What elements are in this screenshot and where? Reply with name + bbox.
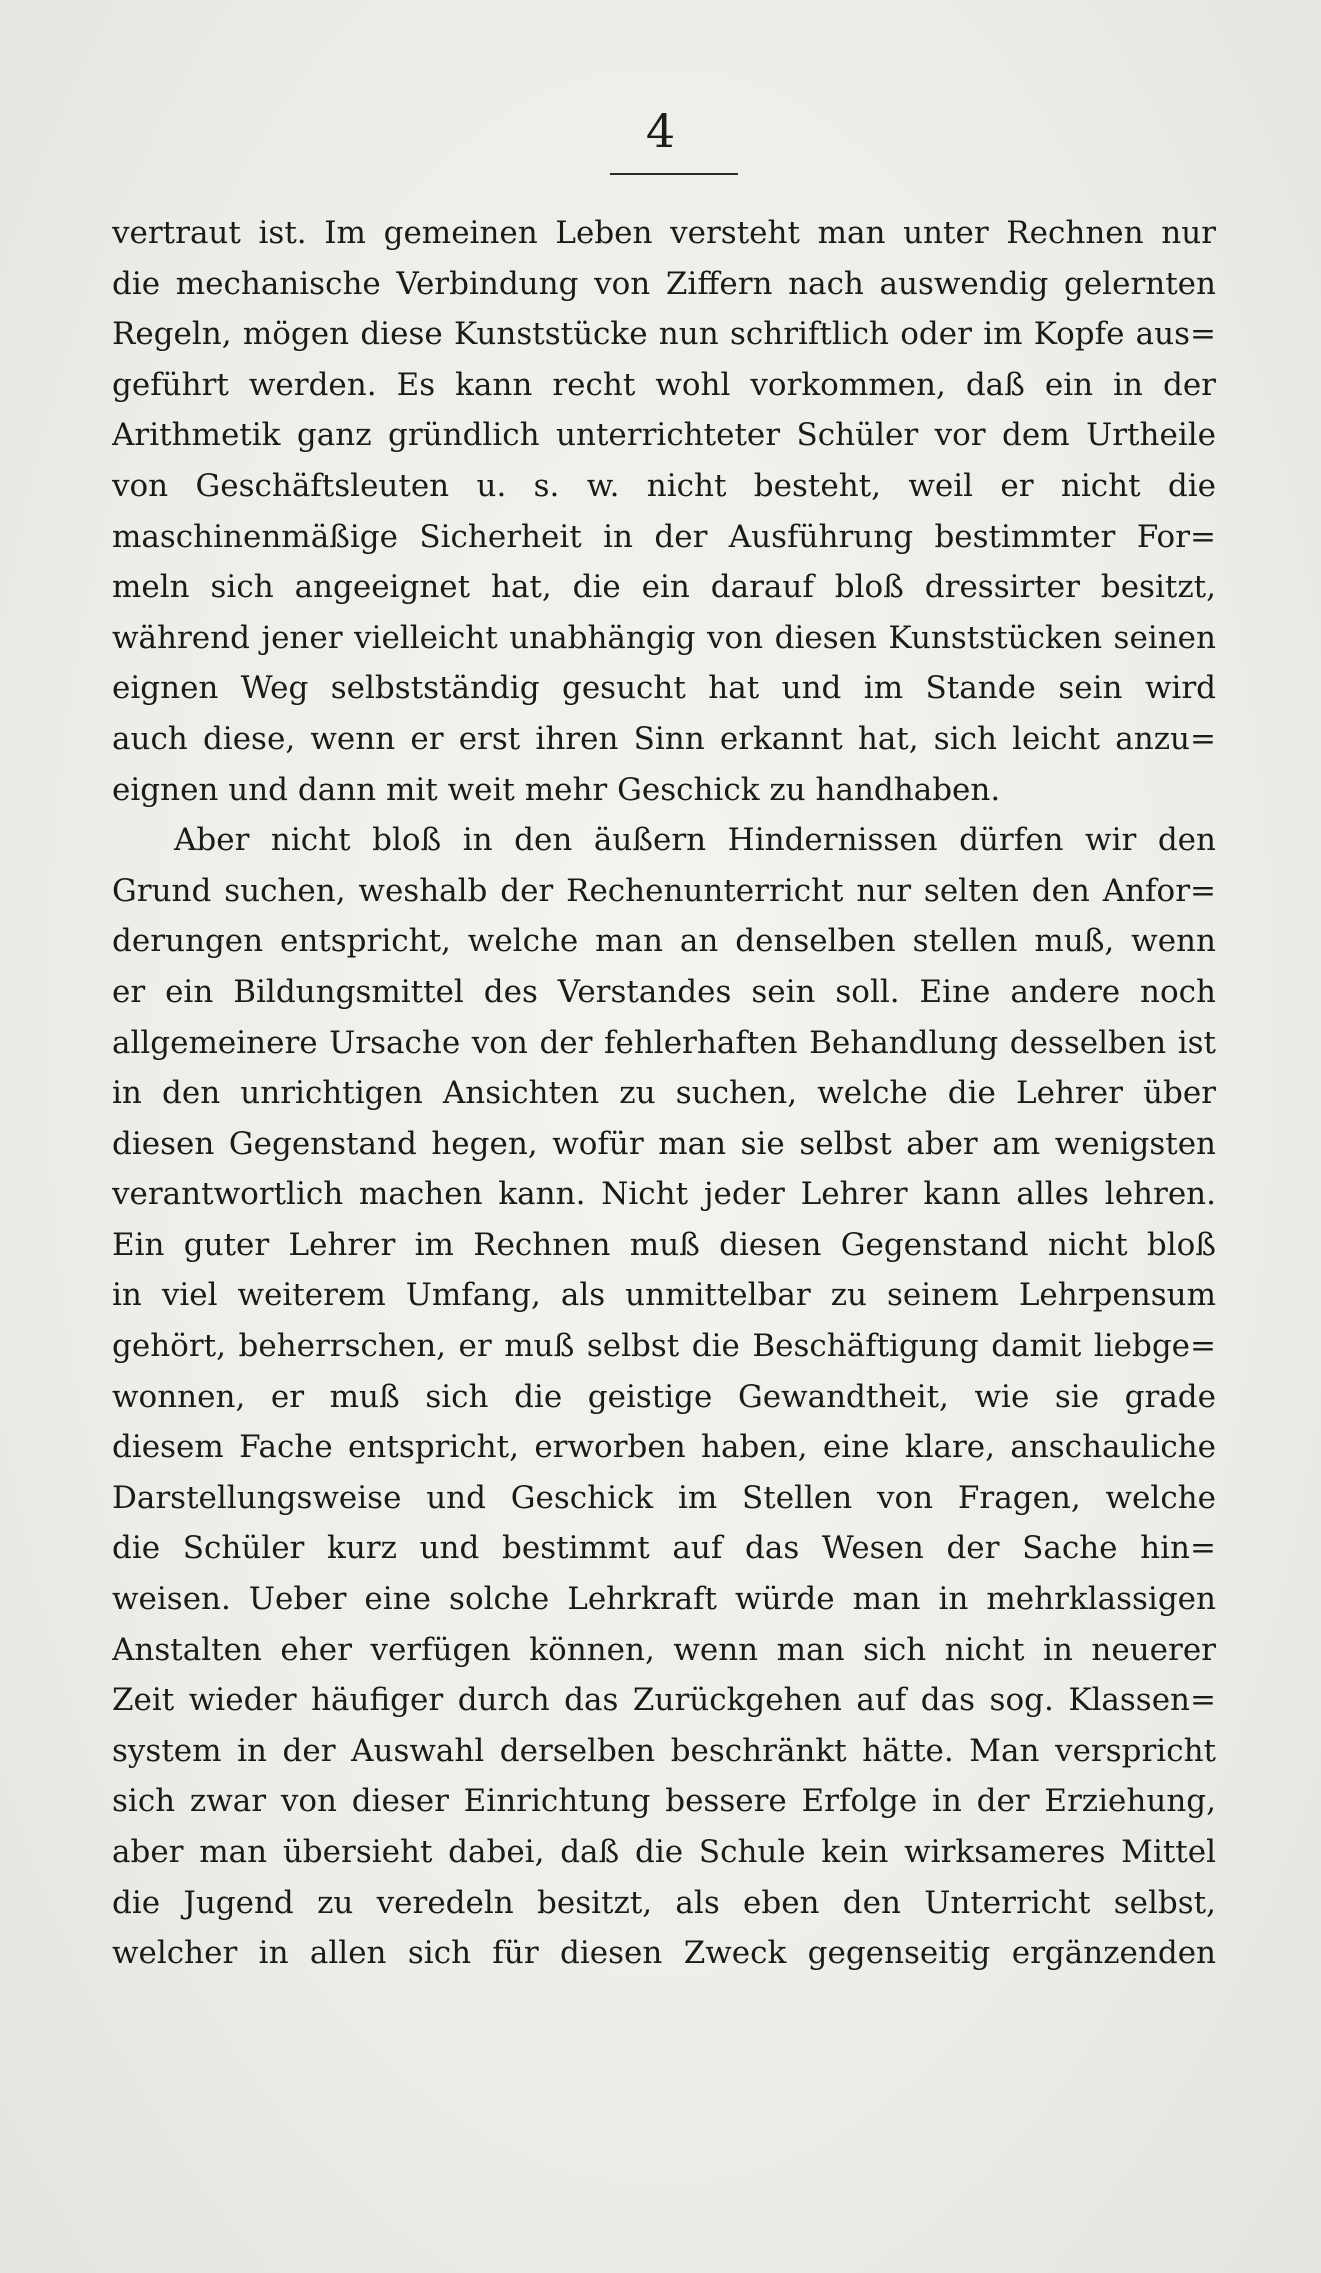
text-line: die mechanische Verbindung von Ziffern nach auswendig gelernten <box>112 265 1216 302</box>
text-line: in den unrichtigen Ansichten zu suchen, welche die Lehrer über <box>112 1075 1216 1112</box>
text-line: er ein Bildungsmittel des Verstandes sein soll. Eine andere noch <box>112 973 1216 1010</box>
text-line: Anstalten eher verfügen können, wenn man sich nicht in neuerer <box>112 1631 1216 1668</box>
text-line: in viel weiterem Umfang, als unmittelbar zu seinem Lehrpensum <box>112 1277 1216 1314</box>
text-line: gehört, beherrschen, er muß selbst die Beschäftigung damit liebge= <box>112 1328 1216 1365</box>
text-line: auch diese, wenn er erst ihren Sinn erkannt hat, sich leicht anzu= <box>112 720 1216 757</box>
text-line: weisen. Ueber eine solche Lehrkraft würde man in mehrklassigen <box>112 1581 1216 1618</box>
text-line: die Jugend zu veredeln besitzt, als eben den Unterricht selbst, <box>112 1884 1216 1921</box>
header-rule <box>610 173 738 175</box>
text-line: verantwortlich machen kann. Nicht jeder Lehrer kann alles lehren. <box>112 1176 1216 1213</box>
text-line: diesen Gegenstand hegen, wofür man sie selbst aber am wenigsten <box>112 1125 1216 1162</box>
text-line: Zeit wieder häufiger durch das Zurückgehen auf das sog. Klassen= <box>112 1682 1216 1719</box>
text-line: Grund suchen, weshalb der Rechenunterricht nur selten den Anfor= <box>112 872 1216 909</box>
text-line: allgemeinere Ursache von der fehlerhaften Behandlung desselben ist <box>112 1024 1216 1061</box>
text-line: welcher in allen sich für diesen Zweck gegenseitig ergänzenden <box>112 1935 1216 1972</box>
text-line: sich zwar von dieser Einrichtung bessere Erfolge in der Erziehung, <box>112 1783 1216 1820</box>
text-line: Aber nicht bloß in den äußern Hindernissen dürfen wir den <box>174 822 1216 859</box>
text-line: aber man übersieht dabei, daß die Schule kein wirksameres Mittel <box>112 1834 1216 1870</box>
text-line: system in der Auswahl derselben beschränkt hätte. Man verspricht <box>112 1732 1216 1769</box>
text-line: wonnen, er muß sich die geistige Gewandtheit, wie sie grade <box>112 1378 1216 1415</box>
text-line: während jener vielleicht unabhängig von diesen Kunststücken seinen <box>112 619 1216 656</box>
text-line: diesem Fache entspricht, erworben haben, eine klare, anschauliche <box>112 1429 1216 1466</box>
text-line: Darstellungsweise und Geschick im Stellen von Fragen, welche <box>112 1479 1216 1516</box>
text-line: die Schüler kurz und bestimmt auf das Wesen der Sache hin= <box>112 1530 1216 1567</box>
text-line: eignen Weg selbstständig gesucht hat und im Stande sein wird <box>112 670 1216 707</box>
body-text <box>112 208 1216 1979</box>
text-line: Ein guter Lehrer im Rechnen muß diesen Gegenstand nicht bloß <box>112 1226 1216 1263</box>
text-line: geführt werden. Es kann recht wohl vorkommen, daß ein in der <box>112 366 1216 403</box>
text-line: vertraut ist. Im gemeinen Leben versteht man unter Rechnen nur <box>112 215 1216 251</box>
text-line: von Geschäftsleuten u. s. w. nicht besteht, weil er nicht die <box>112 467 1216 504</box>
text-line: eignen und dann mit weit mehr Geschick zu handhaben. <box>112 771 1001 808</box>
text-line: Arithmetik ganz gründlich unterrichteter Schüler vor dem Urtheile <box>112 417 1216 454</box>
text-line: derungen entspricht, welche man an denselben stellen muß, wenn <box>112 923 1216 960</box>
text-line: meln sich angeeignet hat, die ein darauf bloß dressirter besitzt, <box>112 569 1216 606</box>
text-line: maschinenmäßige Sicherheit in der Ausführung bestimmter For= <box>112 518 1216 555</box>
text-line: Regeln, mögen diese Kunststücke nun schriftlich oder im Kopfe aus= <box>112 316 1216 353</box>
page-number: 4 <box>645 104 676 158</box>
